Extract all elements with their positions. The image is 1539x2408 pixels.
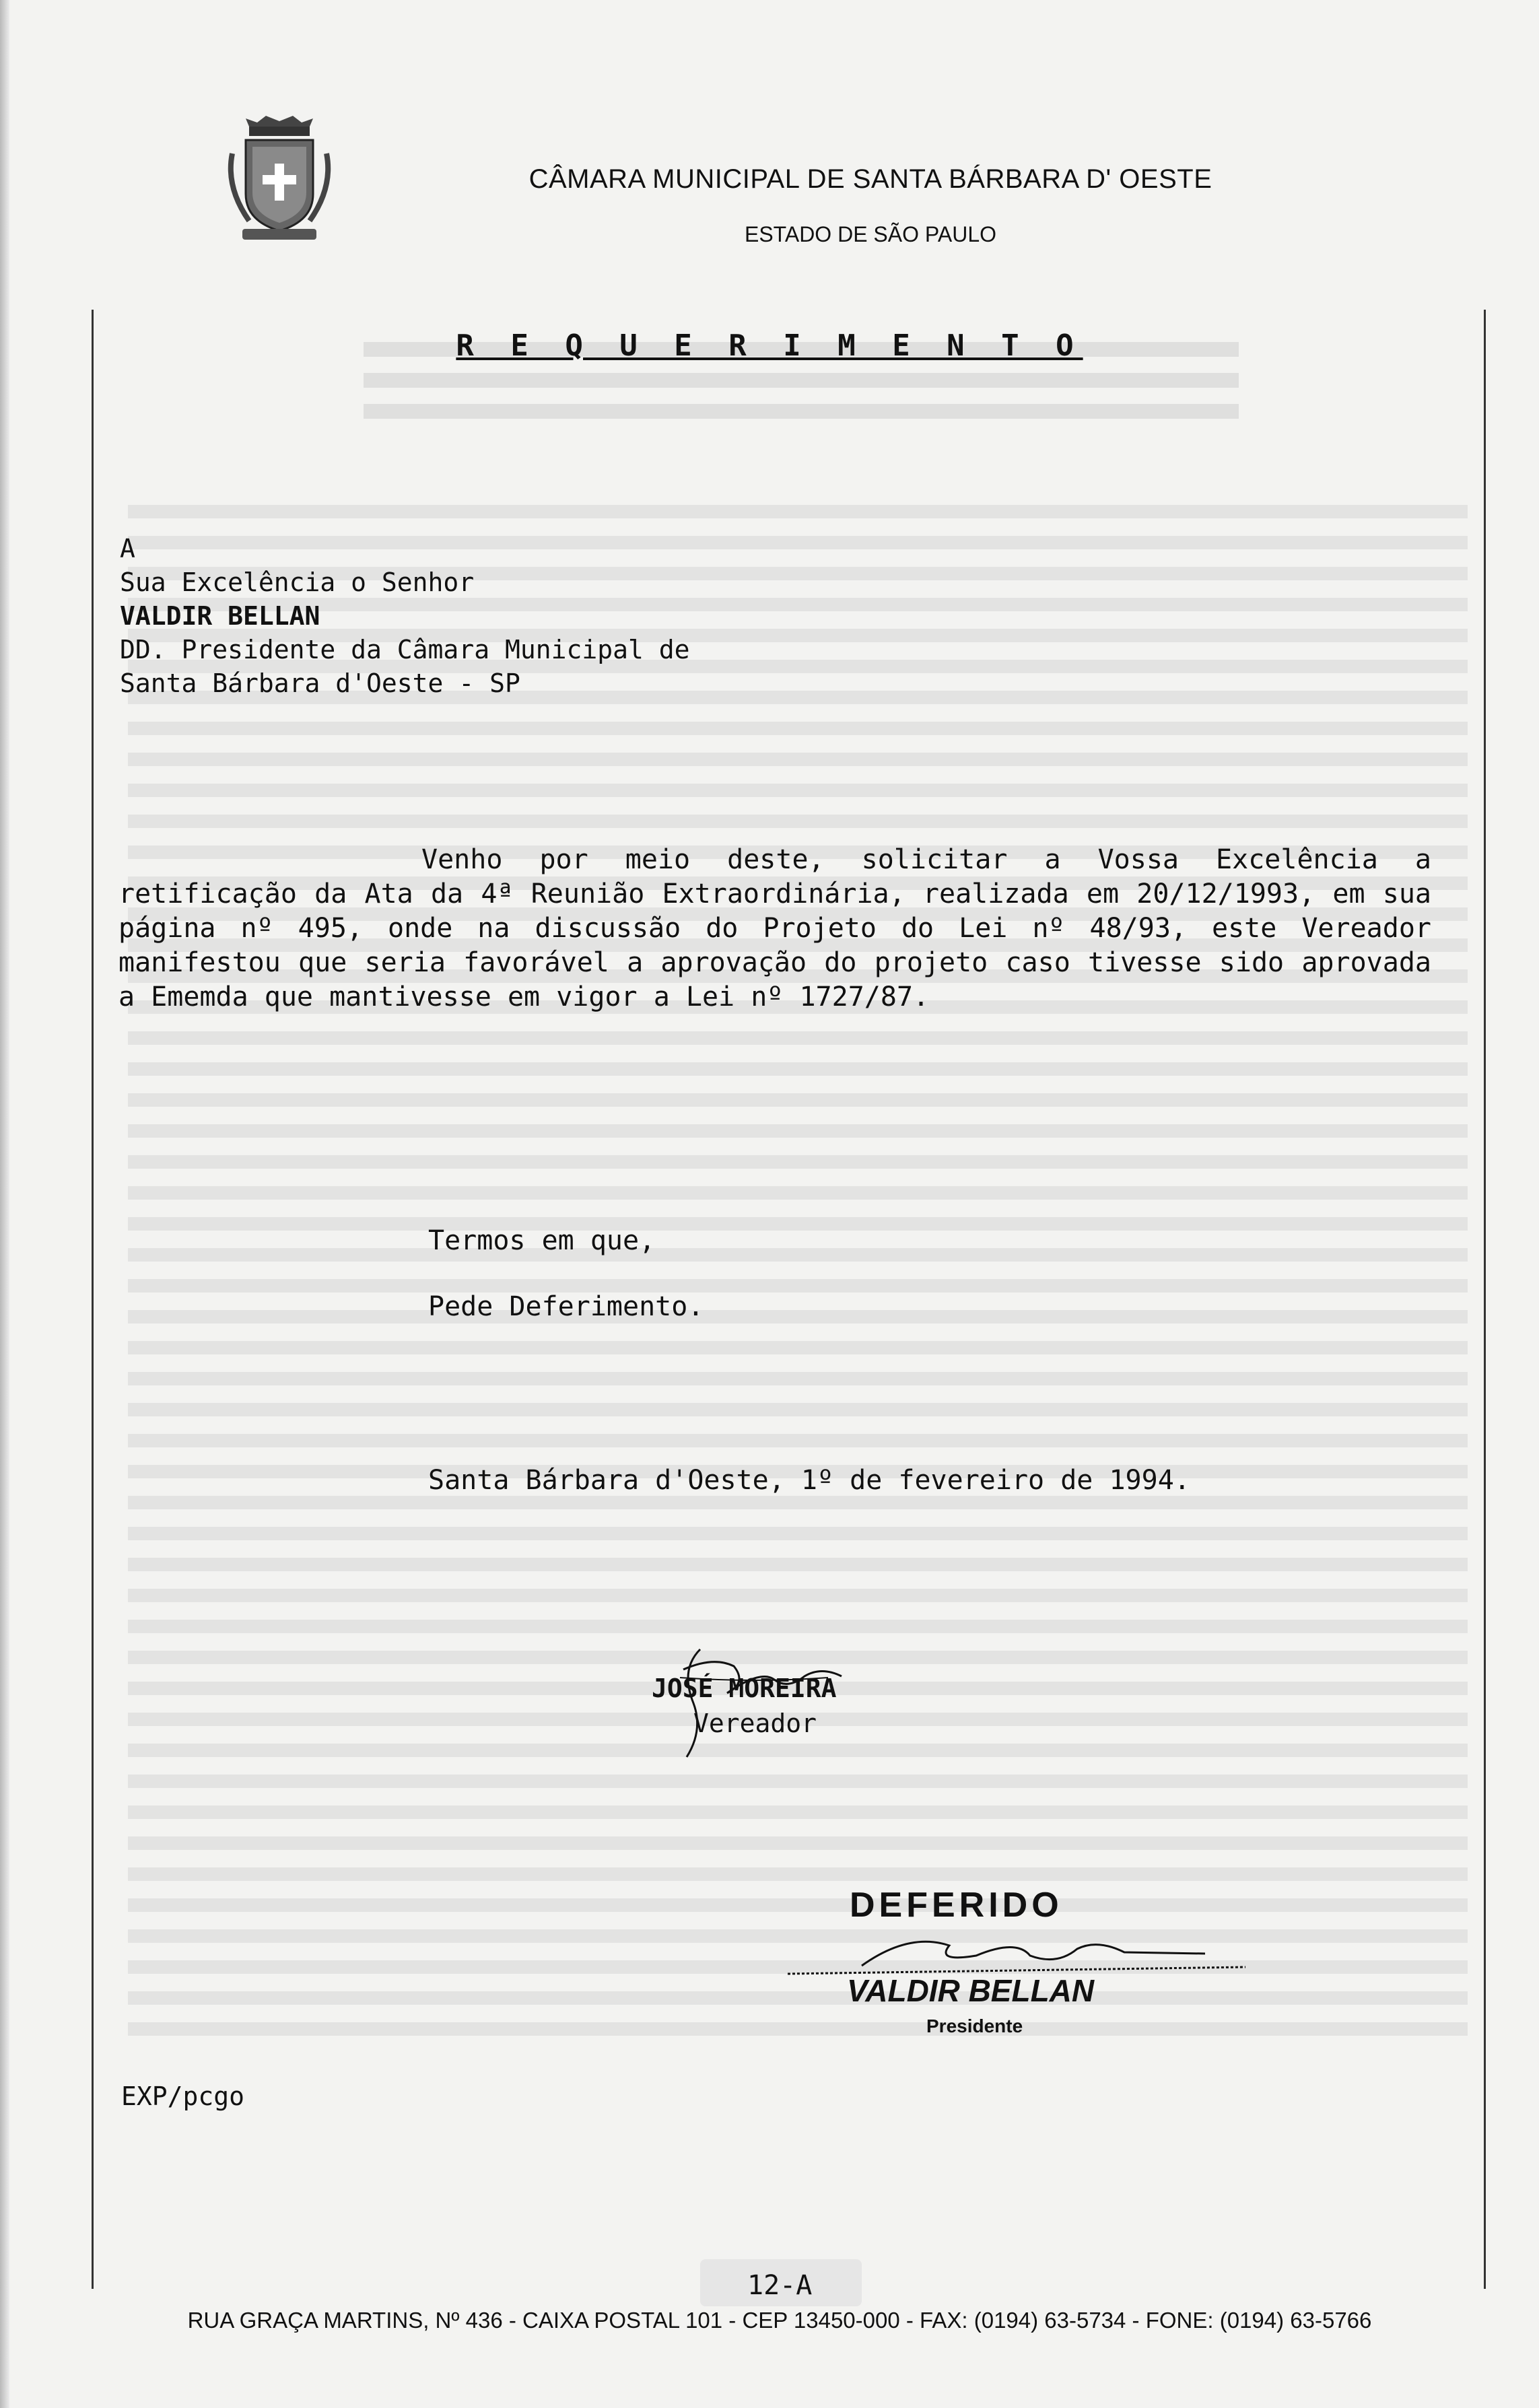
president-name: VALDIR BELLAN (847, 1973, 1095, 2008)
addressee-line: A (120, 534, 135, 563)
president-role: Presidente (926, 2016, 1023, 2036)
date-line: Santa Bárbara d'Oeste, 1º de fevereiro de 1994. (428, 1465, 1190, 1496)
signatory-name: JOSÉ MOREIRA (652, 1674, 837, 1703)
page-number: 12-A (747, 2270, 813, 2301)
signatory-role: Vereador (693, 1709, 817, 1738)
addressee-name: VALDIR BELLAN (120, 601, 320, 631)
right-border-line (1484, 310, 1486, 2289)
addressee-line: DD. Presidente da Câmara Municipal de (120, 635, 690, 664)
institution-name: CÂMARA MUNICIPAL DE SANTA BÁRBARA D' OESTE (528, 164, 1212, 194)
document-title: R E Q U E R I M E N T O (456, 329, 1083, 363)
left-border-line (92, 310, 94, 2289)
state-name: ESTADO DE SÃO PAULO (744, 222, 996, 246)
closing-request: Pede Deferimento. (428, 1291, 704, 1322)
request-body: Venho por meio deste, solicitar a Vossa Excelência a retificação da Ata da 4ª Reunião Extraordinária, realizada em 20/12/1993, em sua página nº 495, onde na discussão do Projeto do Lei nº 48/93, este Vereador manifestou que seria favorável a aprovação do projeto caso tivesse sido aprovada a Ememda que mantivesse em vigor a Lei nº 1727/87. (118, 844, 1431, 1012)
addressee-block (120, 532, 689, 700)
approval-stamp: DEFERIDO (850, 1886, 1063, 1925)
closing-line: Termos em que, (428, 1225, 656, 1256)
reference-code: EXP/pcgo (121, 2082, 245, 2111)
addressee-line: Sua Excelência o Senhor (120, 567, 475, 597)
footer-address: RUA GRAÇA MARTINS, Nº 436 - CAIXA POSTAL 101 - CEP 13450-000 - FAX: (0194) 63-5734 - FONE: (0194) 63-5766 (187, 2308, 1372, 2333)
addressee-line: Santa Bárbara d'Oeste - SP (120, 668, 520, 698)
